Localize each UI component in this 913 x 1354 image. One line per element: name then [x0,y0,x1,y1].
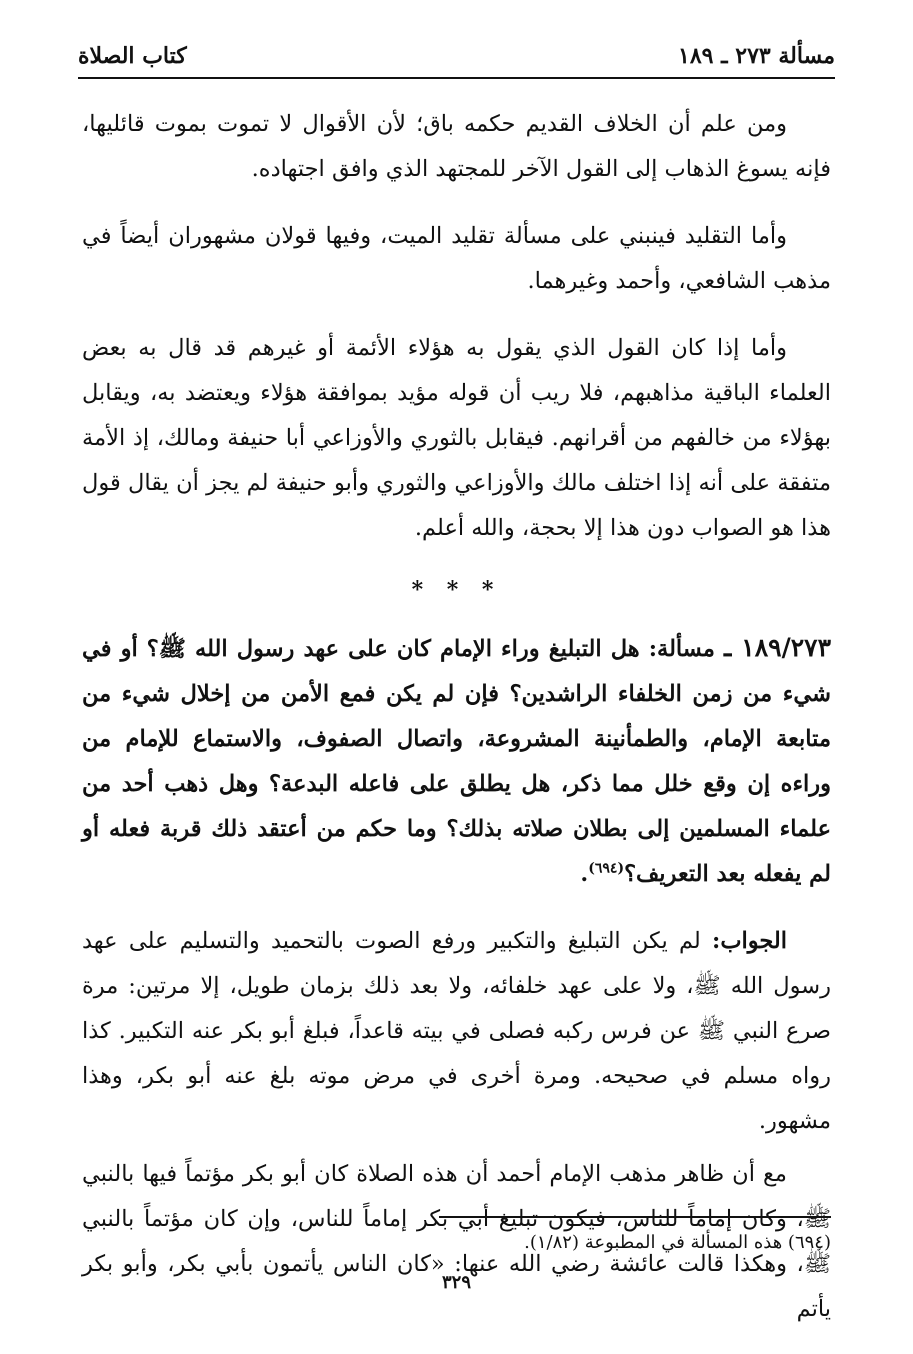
answer-text: لم يكن التبليغ والتكبير ورفع الصوت بالتحميد والتسليم على عهد رسول الله ﷺ، ولا على عهد خلفائه، ولا بعد ذلك بزمان طويل، إلا مرتين: مرة صرع النبي ﷺ عن فرس ركبه فصلى في بيته قاعداً، فبلغ أبو بكر عنه التكبير. كذا رواه مسلم في صحيحه. ومرة أخرى في مرض موته بلغ عنه أبو بكر، وهذا مشهور. [82,928,831,1134]
header-book-title: كتاب الصلاة [78,43,187,69]
question-paragraph: ١٨٩/٢٧٣ ـ مسألة: هل التبليغ وراء الإمام كان على عهد رسول الله ﷺ؟ أو في شيء من زمن الخلفاء الراشدين؟ فإن لم يكن فمع الأمن من إخلال شيء من متابعة الإمام، والطمأنينة المشروعة، واتصال الصفوف، والاستماع للإمام من وراءه إن وقع خلل مما ذكر، هل يطلق على فاعله البدعة؟ وهل ذهب أحد من علماء المسلمين إلى بطلان صلاته بذلك؟ وما حكم من أعتقد ذلك قربة فعله أو لم يفعله بعد التعريف؟$^{(٦٩٤)}$. [82,633,831,887]
question-text: هل التبليغ وراء الإمام كان على عهد رسول الله ﷺ؟ أو في شيء من زمن الخلفاء الراشدين؟ فإن لم يكن فمع الأمن من إخلال شيء من متابعة الإمام، والطمأنينة المشروعة، واتصال الصفوف، والاستماع للإمام من وراءه إن وقع خلل مما ذكر، هل يطلق على فاعله البدعة؟ وهل ذهب أحد من علماء المسلمين إلى بطلان صلاته بذلك؟ وما حكم من أعتقد ذلك قربة فعله أو لم يفعله بعد التعريف؟ [82,636,831,887]
question-number: ١٨٩/٢٧٣ ـ [724,633,831,662]
paragraph-2: وأما التقليد فينبني على مسألة تقليد الميت، وفيها قولان مشهوران أيضاً في مذهب الشافعي، وأحمد وغيرهما. [82,223,831,294]
paragraph-3: وأما إذا كان القول الذي يقول به هؤلاء الأئمة أو غيرهم قد قال به بعض العلماء الباقية مذاهبهم، فلا ريب أن قوله مؤيد بموافقة هؤلاء ويعتضد به، ويقابل بهؤلاء من خالفهم من أقرانهم. فيقابل بالثوري والأوزاعي أبا حنيفة ومالك، إذ الأمة متفقة على أنه إذا اختلف مالك والأوزاعي والثوري وأبو حنيفة لم يجز أن يقال قول هذا هو الصواب دون هذا إلا بحجة، والله أعلم. [82,335,831,541]
answer-label: الجواب: [712,928,788,954]
running-header [78,38,835,74]
footnote-rule [439,1216,831,1218]
answer-paragraph [82,919,831,1144]
footnote-reference: (٦٩٤) [588,860,625,877]
footnote: (٦٩٤) هذه المسألة في المطبوعة (١/٨٢). [524,1232,831,1253]
page-number: ٣٢٩ [441,1272,471,1293]
header-rule [78,77,835,79]
paragraph-1: ومن علم أن الخلاف القديم حكمه باق؛ لأن الأقوال لا تموت بموت قائليها، فإنه يسوغ الذهاب إلى القول الآخر للمجتهد الذي وافق اجتهاده. [82,111,831,182]
section-divider: * * * [411,577,502,603]
main-text [82,102,831,1354]
question-label: مسألة: [648,636,715,662]
header-issue-number: مسألة ٢٧٣ ـ ١٨٩ [678,43,835,69]
final-paragraph: مع أن ظاهر مذهب الإمام أحمد أن هذه الصلاة كان أبو بكر مؤتماً فيها بالنبي ﷺ، وكان إماماً للناس، فيكون تبليغ أبي بكر إماماً للناس، وإن كان مؤتماً بالنبي ﷺ، وهكذا قالت عائشة رضي الله عنها: «كان الناس يأتمون بأبي بكر، وأبو بكر يأتم [82,1161,831,1322]
